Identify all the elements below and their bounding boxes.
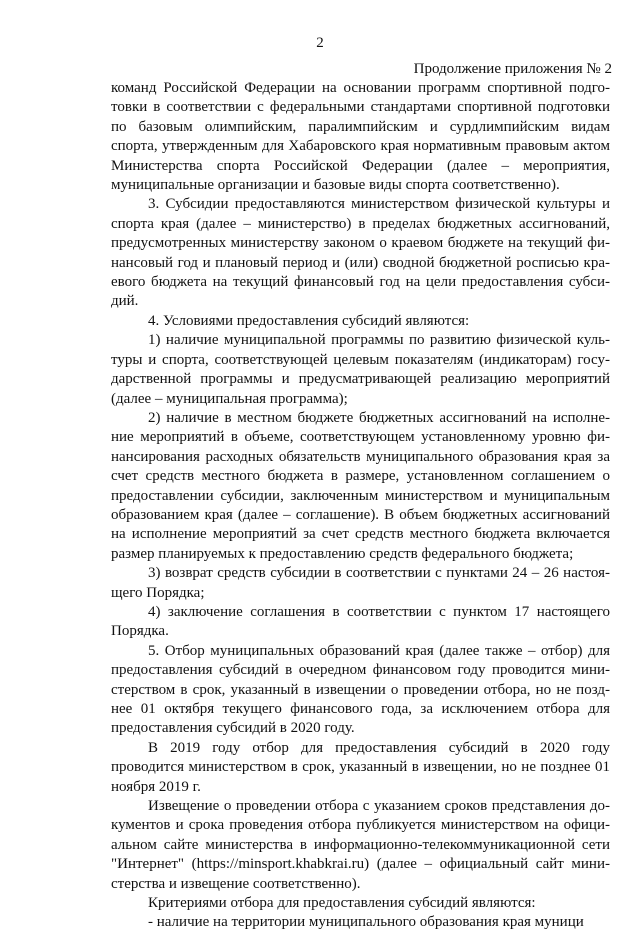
paragraph-item-4: 4. Условиями предоставления субсидий являются: [148, 312, 470, 329]
appendix-continuation-note: Продолжение приложения № 2 [413, 61, 612, 77]
paragraph-criteria-heading: Критериями отбора для предоставления субсидий являются: [148, 895, 536, 912]
paragraph-condition-1: 1) наличие муниципальной программы по развитию физической культуры и спорта, соответствующей целевым показателям (индикаторам) государственной программы и предусматривающей реализацию мероприятий (далее – муниципальная программа); [111, 332, 610, 407]
paragraph-selection-2019: В 2019 году отбор для предоставления субсидий в 2020 году проводится министерством в срок, указанный в извещении, но не позднее 01 ноября 2019 г. [111, 739, 610, 795]
document-body [111, 79, 610, 933]
page-number: 2 [316, 35, 324, 51]
paragraph-continued: команд Российской Федерации на основании программ спортивной подготовки в соответствии с федеральными стандартами спортивной подготовки по базовым олимпийским, паралимпийским и сурдлимпийским видам спорта, утвержденным для Хабаровского края нормативным правовым актом Министерства спорта Российской Федерации (далее – мероприятия, муниципальные организации и базовые виды спорта соответственно). [111, 80, 610, 194]
paragraph-condition-2: 2) наличие в местном бюджете бюджетных ассигнований на исполнение мероприятий в объеме, соответствующем установленному уровню финансирования расходных обязательств муниципального образования края за счет средств местного бюджета в размере, установленном соглашением о предоставлении субсидии, заключенным министерством и муниципальным образованием края (далее – соглашение). В объем бюджетных ассигнований на исполнение мероприятий за счет средств местного бюджета включается размер планируемых к предоставлению средств федерального бюджета; [111, 409, 610, 562]
paragraph-item-3: 3. Субсидии предоставляются министерством физической культуры и спорта края (далее – министерство) в пределах бюджетных ассигнований, предусмотренных министерству законом о краевом бюджете на текущий финансовый год и плановый период и (или) сводной бюджетной росписью краевого бюджета на текущий финансовый год на цели предоставления субсидий. [111, 196, 610, 310]
paragraph-notice: Извещение о проведении отбора с указанием сроков представления документов и срока проведения отбора публикуется министерством на официальном сайте министерства в информационно-телекоммуникационной сети "Интернет" (https://minsport.khabkrai.ru) (далее – официальный сайт министерства и извещение соответственно). [111, 798, 610, 892]
paragraph-condition-3: 3) возврат средств субсидии в соответствии с пунктами 24 – 26 настоящего Порядка; [111, 565, 610, 601]
paragraph-item-5: 5. Отбор муниципальных образований края (далее также – отбор) для предоставления субсидий в очередном финансовом году проводится министерством в срок, указанный в извещении о проведении отбора, но не позднее 01 октября текущего финансового года, за исключением отбора для предоставления субсидий в 2020 году. [111, 642, 610, 737]
paragraph-criteria-item: - наличие на территории муниципального образования края муници [148, 914, 584, 931]
paragraph-condition-4: 4) заключение соглашения в соответствии с пунктом 17 настоящего Порядка. [111, 603, 610, 640]
